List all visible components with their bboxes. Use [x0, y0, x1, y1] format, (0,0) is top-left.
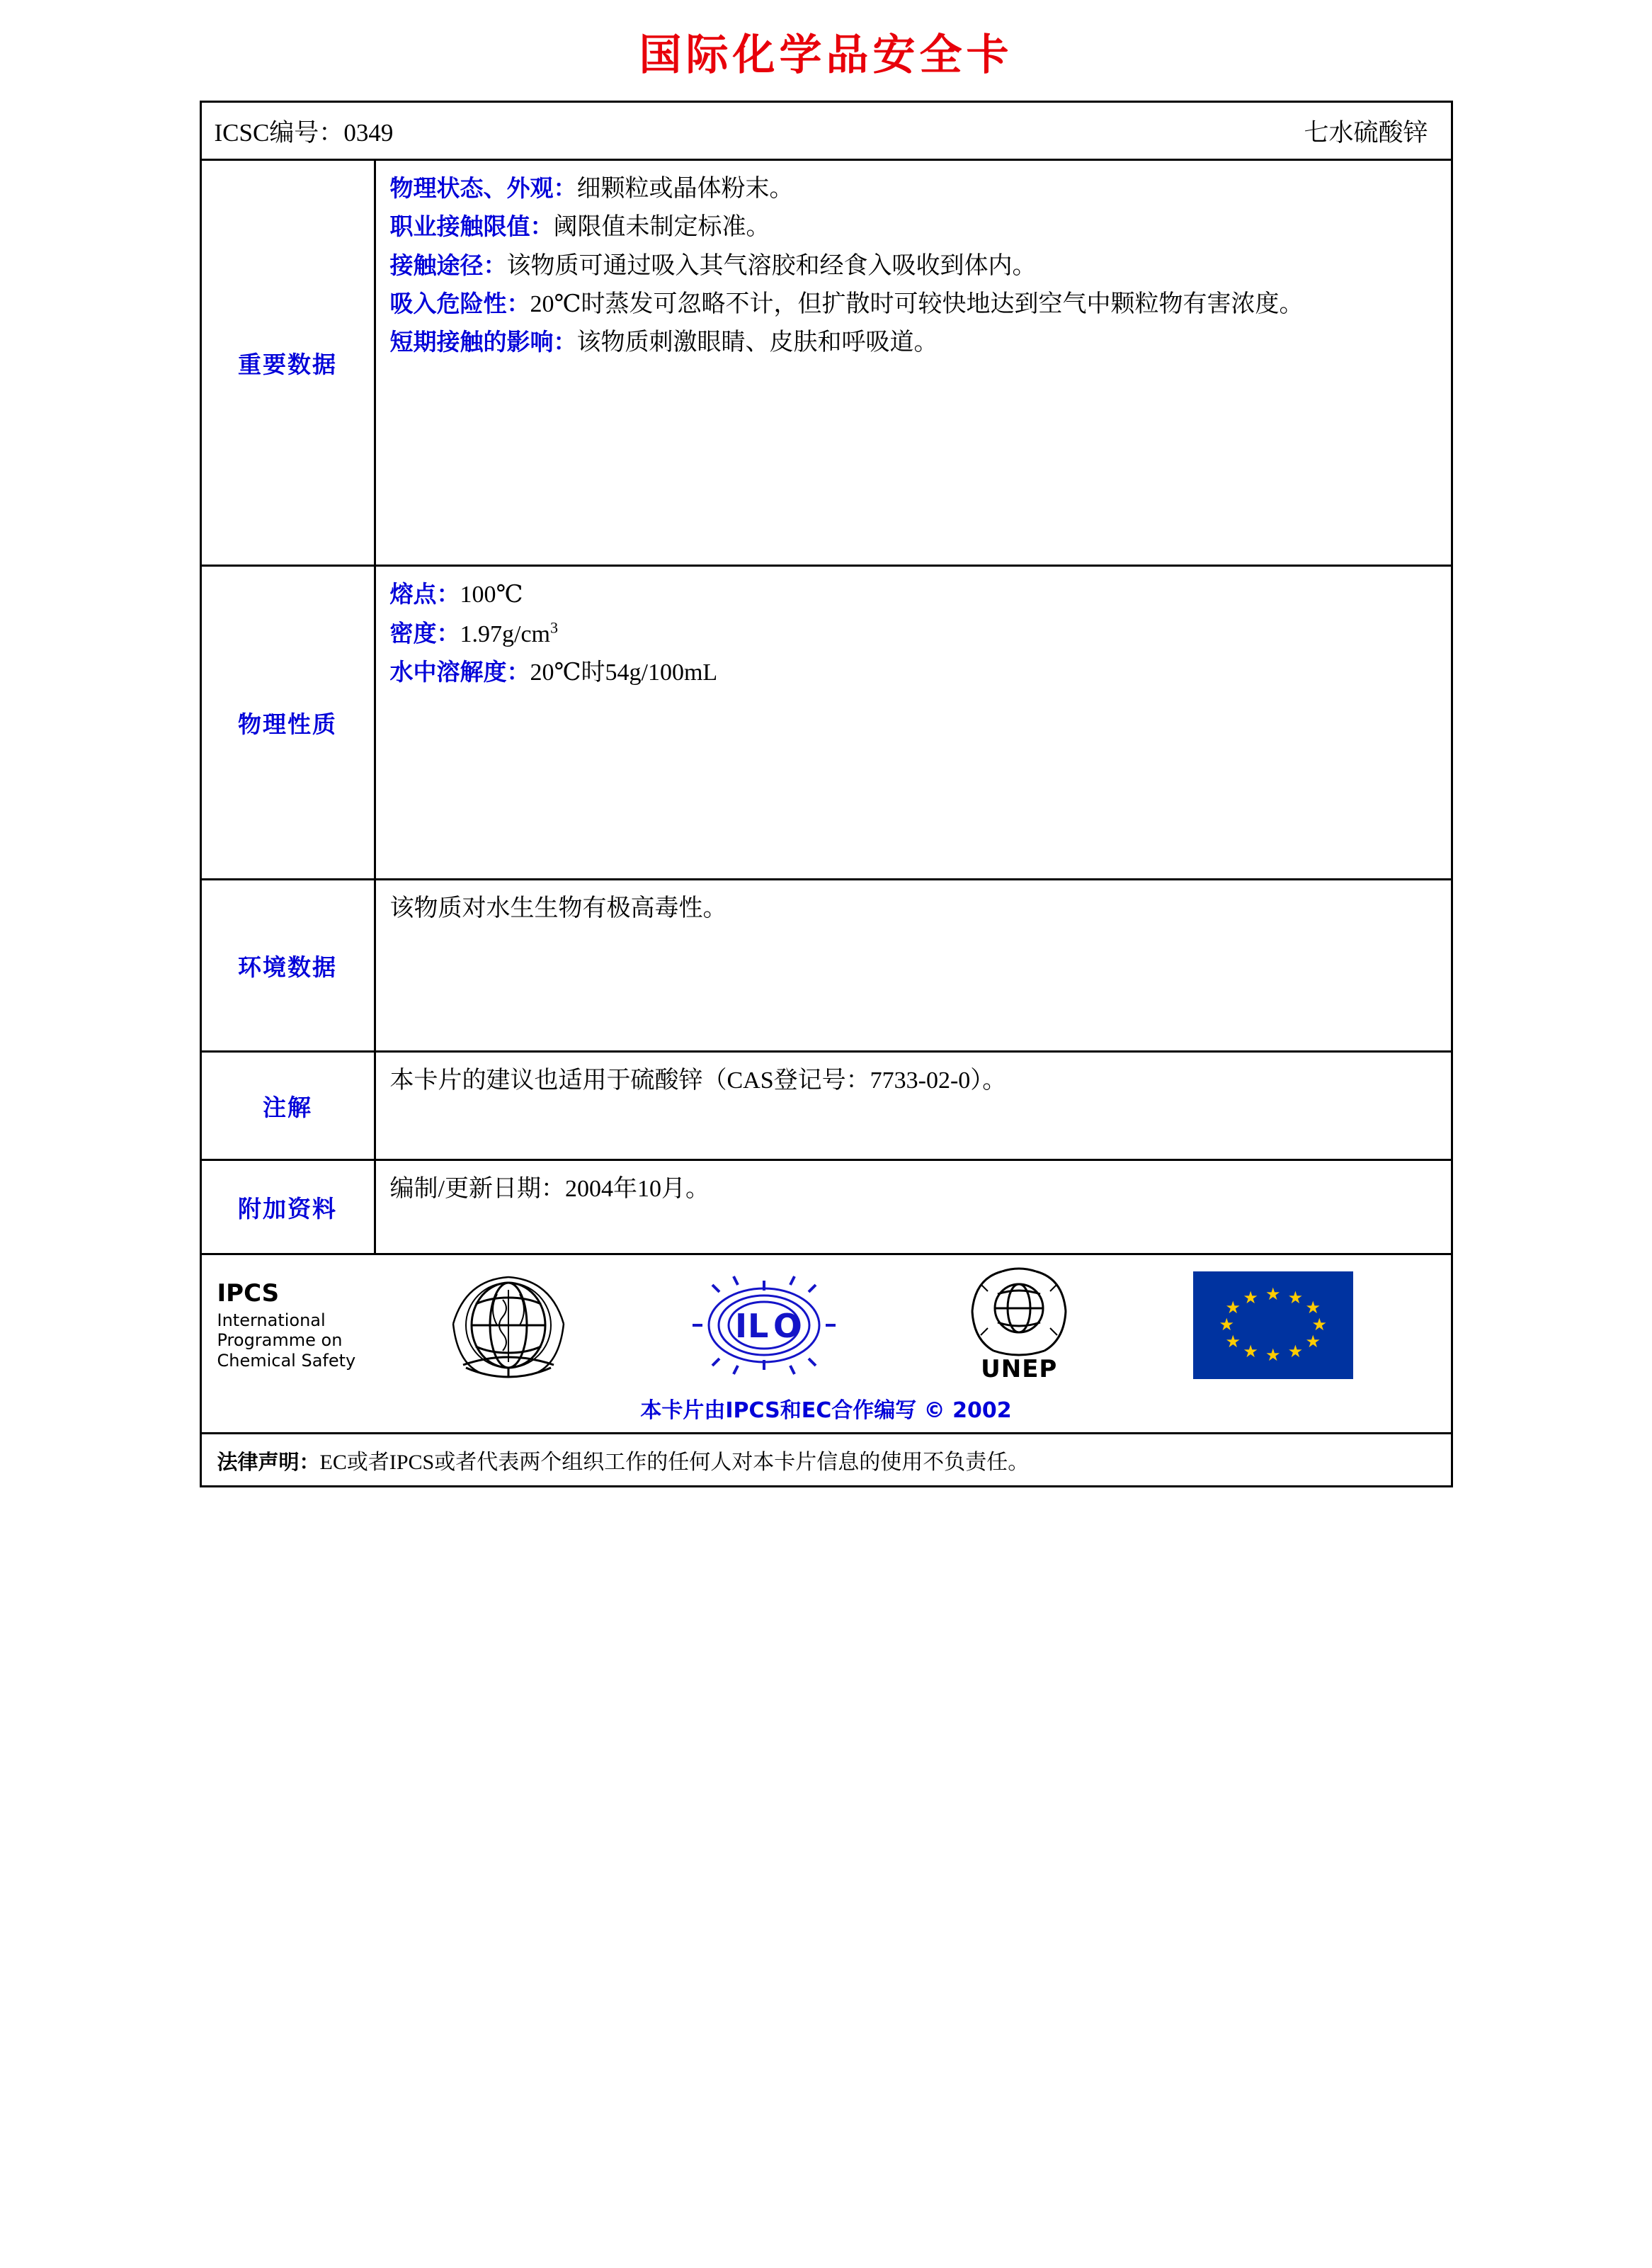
ilo-logo — [683, 1272, 845, 1378]
data-line — [390, 578, 1435, 612]
icsc-number — [215, 113, 394, 149]
credit-text: 本卡片由IPCS和EC合作编写 © 2002 — [640, 1398, 1012, 1423]
section-additional-information — [202, 1161, 1451, 1255]
line-keyword: 密度： — [389, 619, 460, 647]
eu-flag — [1193, 1271, 1353, 1379]
data-line — [390, 210, 1435, 244]
data-line — [390, 326, 1435, 360]
data-line — [390, 1064, 1435, 1098]
eu-star: ★ — [1225, 1298, 1241, 1317]
ipcs-block — [202, 1280, 376, 1371]
svg-text:O: O — [773, 1307, 801, 1345]
line-text: 细颗粒或晶体粉末。 — [576, 176, 794, 202]
logos-inner — [202, 1255, 1451, 1390]
section-content-environmental-data — [376, 880, 1451, 1050]
section-content-notes — [376, 1053, 1451, 1159]
section-label-notes: 注解 — [202, 1053, 376, 1159]
section-label-additional-information: 附加资料 — [202, 1161, 376, 1253]
page-title: 国际化学品安全卡 — [639, 30, 1013, 80]
who-logo — [445, 1269, 572, 1382]
svg-text:L: L — [747, 1307, 769, 1345]
line-text: 阈限值未制定标准。 — [553, 214, 770, 241]
data-line — [390, 288, 1435, 322]
eu-star: ★ — [1287, 1289, 1304, 1308]
section-environmental-data — [202, 880, 1451, 1053]
section-content-additional-information — [376, 1161, 1451, 1253]
data-line — [390, 172, 1435, 206]
ipcs-sub-line-2: Programme on — [217, 1330, 343, 1351]
icsc-label: ICSC编号： — [214, 118, 344, 147]
line-text: 编制/更新日期：2004年10月。 — [389, 1176, 710, 1202]
substance-name: 七水硫酸锌 — [1304, 118, 1428, 147]
line-keyword: 熔点： — [389, 580, 460, 608]
eu-star: ★ — [1311, 1316, 1328, 1334]
data-line — [390, 616, 1435, 652]
icsc-card — [200, 101, 1453, 1487]
data-line — [390, 249, 1435, 283]
line-keyword: 水中溶解度： — [389, 657, 530, 686]
section-label-environmental-data: 环境数据 — [202, 880, 376, 1050]
unep-logo — [955, 1267, 1083, 1383]
eu-star: ★ — [1287, 1343, 1304, 1361]
eu-star: ★ — [1243, 1343, 1258, 1361]
line-keyword: 接触途径： — [389, 251, 507, 279]
ipcs-title: IPCS — [217, 1278, 280, 1308]
legal-text: EC或者IPCS或者代表两个组织工作的任何人对本卡片信息的使用不负责任。 — [319, 1451, 1030, 1474]
eu-star: ★ — [1265, 1286, 1281, 1305]
line-text: $1.97g/cm^3$ — [460, 618, 559, 647]
eu-star: ★ — [1305, 1333, 1321, 1352]
data-line — [390, 656, 1435, 690]
eu-star: ★ — [1305, 1298, 1321, 1317]
card-header — [202, 103, 1451, 161]
line-text: 本卡片的建议也适用于硫酸锌（CAS登记号：7733-02-0）。 — [389, 1067, 1007, 1094]
legal-notice — [202, 1434, 1451, 1485]
line-text: 100℃ — [460, 582, 523, 608]
section-notes — [202, 1053, 1451, 1161]
line-text: 该物质对水生生物有极高毒性。 — [389, 895, 727, 922]
icsc-value: 0349 — [343, 118, 394, 147]
page — [0, 21, 1652, 2268]
line-keyword: 短期接触的影响： — [389, 328, 577, 356]
line-keyword: 物理状态、外观： — [389, 174, 577, 202]
section-content-important-data — [376, 161, 1451, 565]
line-text: 20℃时蒸发可忽略不计，但扩散时可较快地达到空气中颗粒物有害浓度。 — [530, 290, 1304, 317]
ipcs-sub-line-3: Chemical Safety — [217, 1350, 356, 1371]
section-label-physical-properties: 物理性质 — [202, 567, 376, 878]
eu-flag-field — [1193, 1271, 1353, 1379]
section-physical-properties — [202, 567, 1451, 880]
line-keyword: 职业接触限值： — [389, 212, 554, 241]
line-keyword: 吸入危险性： — [389, 289, 530, 317]
data-line — [390, 892, 1435, 926]
line-text: 该物质可通过吸入其气溶胶和经食入吸收到体内。 — [506, 252, 1037, 279]
footer-logos-row — [202, 1255, 1451, 1434]
section-content-physical-properties — [376, 567, 1451, 878]
ipcs-subtitle — [217, 1310, 376, 1371]
unep-caption: UNEP — [981, 1355, 1058, 1383]
legal-label: 法律声明： — [217, 1450, 320, 1474]
ipcs-sub-line-1: International — [217, 1310, 326, 1331]
line-text: 20℃时54g/100mL — [530, 659, 718, 686]
svg-text:I: I — [734, 1307, 747, 1345]
data-line — [390, 1172, 1435, 1206]
logo-area — [376, 1267, 1451, 1383]
eu-star: ★ — [1265, 1346, 1281, 1365]
eu-star: ★ — [1225, 1333, 1241, 1352]
eu-star: ★ — [1219, 1316, 1234, 1334]
section-important-data — [202, 161, 1451, 567]
line-text: 该物质刺激眼睛、皮肤和呼吸道。 — [576, 329, 938, 356]
section-label-important-data: 重要数据 — [202, 161, 376, 565]
eu-star: ★ — [1243, 1289, 1258, 1308]
